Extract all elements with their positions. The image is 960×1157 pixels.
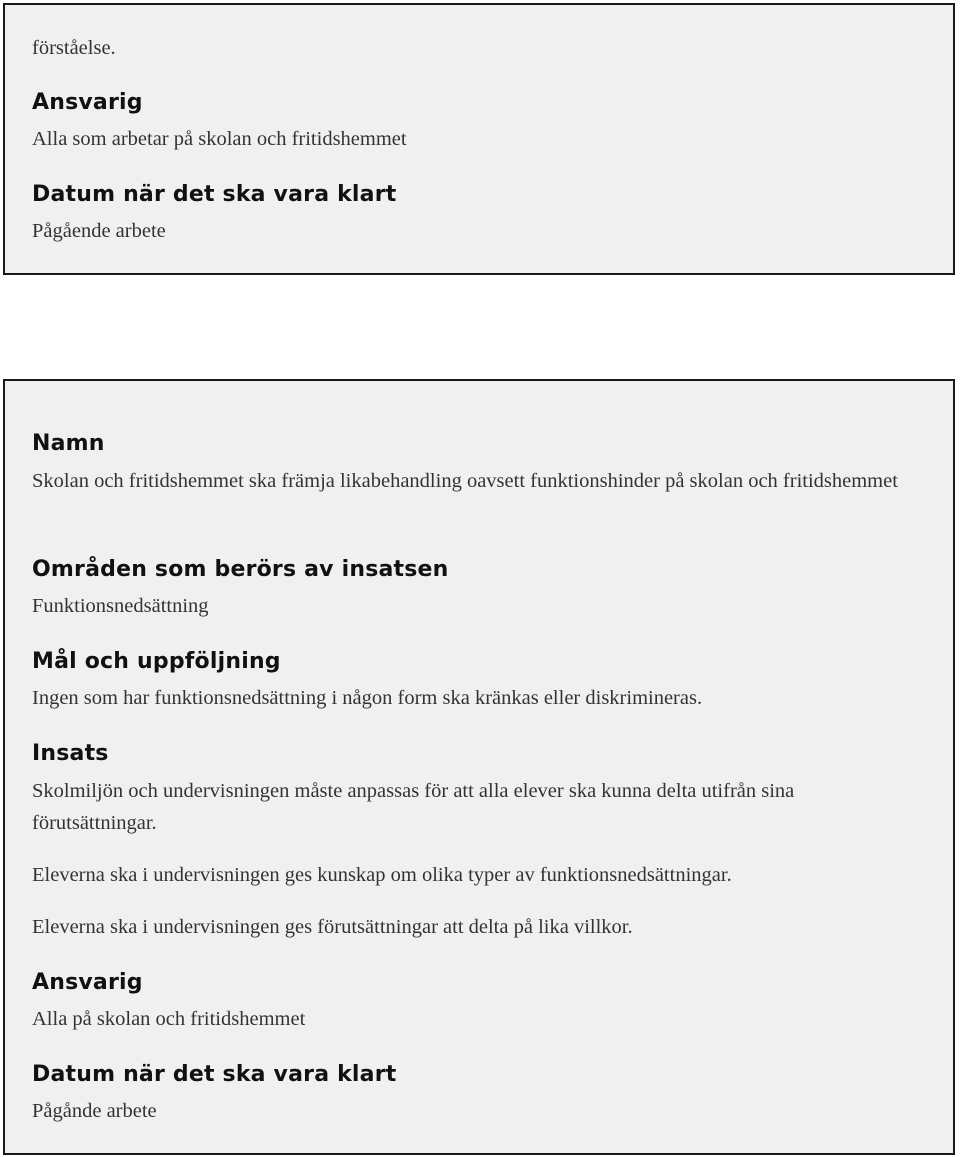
section-box-disability — [3, 379, 955, 1155]
areas-text: Funktionsnedsättning — [32, 595, 209, 617]
effort-paragraph: Eleverna ska i undervisningen ges förutsättningar att delta på lika villkor. — [32, 916, 633, 938]
deadline-text: Pågånde arbete — [32, 1100, 157, 1122]
name-text: Skolan och fritidshemmet ska främja likabehandling oavsett funktionshinder på skolan och fritidshemmet — [32, 470, 898, 492]
deadline-heading: Datum när det ska vara klart — [32, 1062, 397, 1087]
effort-paragraph: Skolmiljön och undervisningen måste anpassas för att alla elever ska kunna delta utifrån sina förutsättningar. — [32, 780, 795, 834]
goals-heading: Mål och uppföljning — [32, 649, 281, 674]
deadline-text: Pågående arbete — [32, 220, 166, 242]
responsible-text: Alla som arbetar på skolan och fritidshemmet — [32, 128, 407, 150]
responsible-text: Alla på skolan och fritidshemmet — [32, 1008, 306, 1030]
responsible-heading: Ansvarig — [32, 90, 143, 115]
goals-text: Ingen som har funktionsnedsättning i någon form ska kränkas eller diskrimineras. — [32, 687, 703, 709]
section-box-continued — [3, 3, 955, 275]
continuation-text: förståelse. — [32, 37, 116, 59]
effort-paragraph: Eleverna ska i undervisningen ges kunskap om olika typer av funktionsnedsättningar. — [32, 864, 732, 886]
areas-heading: Områden som berörs av insatsen — [32, 557, 449, 582]
effort-heading: Insats — [32, 741, 109, 766]
name-heading: Namn — [32, 431, 105, 456]
responsible-heading: Ansvarig — [32, 970, 143, 995]
deadline-heading: Datum när det ska vara klart — [32, 182, 397, 207]
